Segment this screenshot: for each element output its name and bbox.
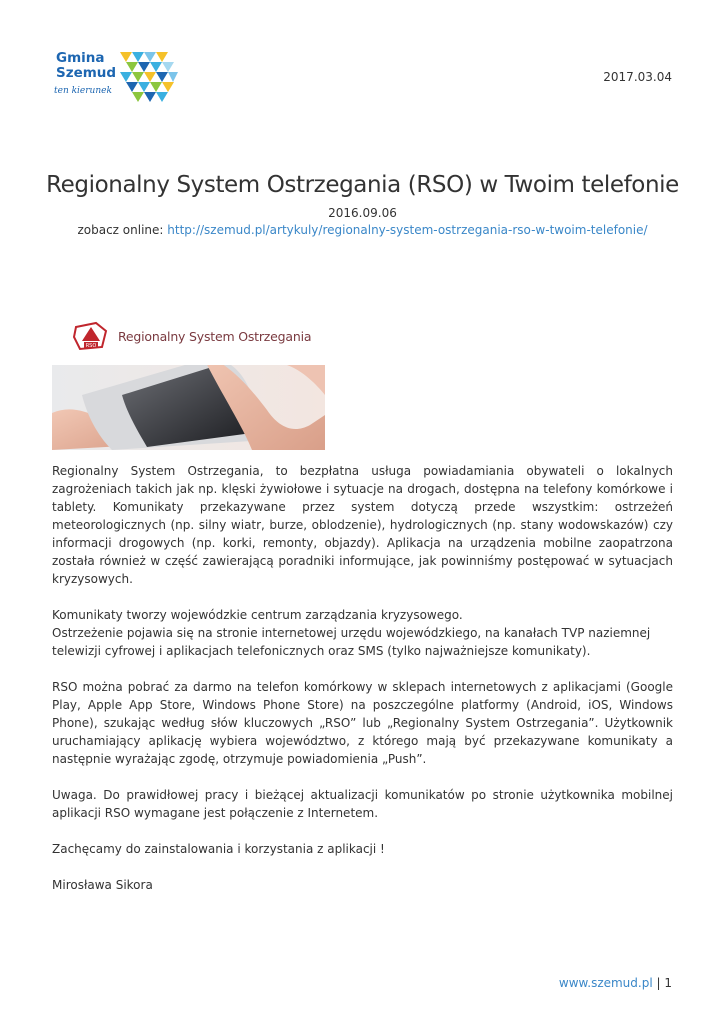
document-date: 2017.03.04 bbox=[603, 70, 672, 84]
article-body bbox=[52, 462, 673, 912]
logo-line1: Gmina bbox=[56, 50, 105, 66]
footer-site-link[interactable]: www.szemud.pl bbox=[558, 976, 653, 990]
paragraph-intro: Regionalny System Ostrzegania, to bezpłatna usługa powiadamiania obywateli o lokalnych zagrożeniach takich jak np. klęski żywiołowe i sytuacje na drogach, dostępna na telefony komórkowe i tablety. Komunikaty przekazywane przez system dotyczą przede wszystkim: ostrzeżeń meteorologicznych (np. silny wiatr, burze, oblodzenie), hydrologicznych (np. stany wodowskazów) czy informacji drogowych (np. korki, remonty, objazdy). Aplikacja na urządzenia mobilne zaopatrzona została również w część zawierającą poradniki informujące, jak powinniśmy postępować w sytuacjach kryzysowych. bbox=[52, 464, 673, 586]
rso-warning-badge-icon bbox=[72, 321, 110, 351]
logo-line2: Szemud bbox=[56, 65, 117, 81]
article-image bbox=[52, 307, 325, 450]
logo-tagline: ten kierunek bbox=[54, 86, 112, 96]
article-title: Regionalny System Ostrzegania (RSO) w Twoim telefonie bbox=[46, 172, 679, 198]
paragraph-download: RSO można pobrać za darmo na telefon komórkowy w sklepach internetowych z aplikacjami (Google Play, Apple App Store, Windows Phone Store) na poszczególne platformy (Android, iOS, Windows Phone), szukając według słów kluczowych „RSO” lub „Regionalny System Ostrzegania”. Użytkownik uruchamiający aplikację wybiera województwo, z którego mają być przekazywane komunikaty a następnie wyrażając zgodę, otrzymuje powiadomienia „Push”. bbox=[52, 680, 673, 766]
author-signature: Mirosława Sikora bbox=[52, 878, 153, 892]
rso-badge-text: RSO bbox=[85, 343, 97, 349]
article-url-link[interactable]: http://szemud.pl/artykuly/regionalny-system-ostrzegania-rso-w-twoim-telefonie/ bbox=[167, 223, 648, 237]
gmina-szemud-logo bbox=[50, 44, 180, 106]
phone-in-hand-photo bbox=[52, 355, 325, 450]
triangles-logo-icon bbox=[120, 48, 178, 104]
online-link-line bbox=[0, 223, 725, 237]
paragraph-line: Ostrzeżenie pojawia się na stronie internetowej urzędu wojewódzkiego, na kanałach TVP naziemnej telewizji cyfrowej i aplikacjach telefonicznych oraz SMS (tylko najważniejsze komunikaty). bbox=[52, 626, 651, 658]
article-date: 2016.09.06 bbox=[328, 206, 397, 220]
image-banner bbox=[52, 307, 325, 365]
paragraph-line: Komunikaty tworzy wojewódzkie centrum zarządzania kryzysowego. bbox=[52, 608, 463, 622]
online-label: zobacz online: bbox=[77, 223, 168, 237]
footer-separator: | bbox=[652, 976, 665, 990]
page-footer bbox=[559, 976, 672, 990]
image-caption: Regionalny System Ostrzegania bbox=[118, 329, 312, 344]
paragraph-note: Uwaga. Do prawidłowej pracy i bieżącej aktualizacji komunikatów po stronie użytkownika mobilnej aplikacji RSO wymagane jest połączenie z Internetem. bbox=[52, 788, 673, 820]
paragraph-communications bbox=[52, 606, 673, 660]
page-number: 1 bbox=[664, 976, 672, 990]
paragraph-encouragement: Zachęcamy do zainstalowania i korzystania z aplikacji ! bbox=[52, 842, 385, 856]
